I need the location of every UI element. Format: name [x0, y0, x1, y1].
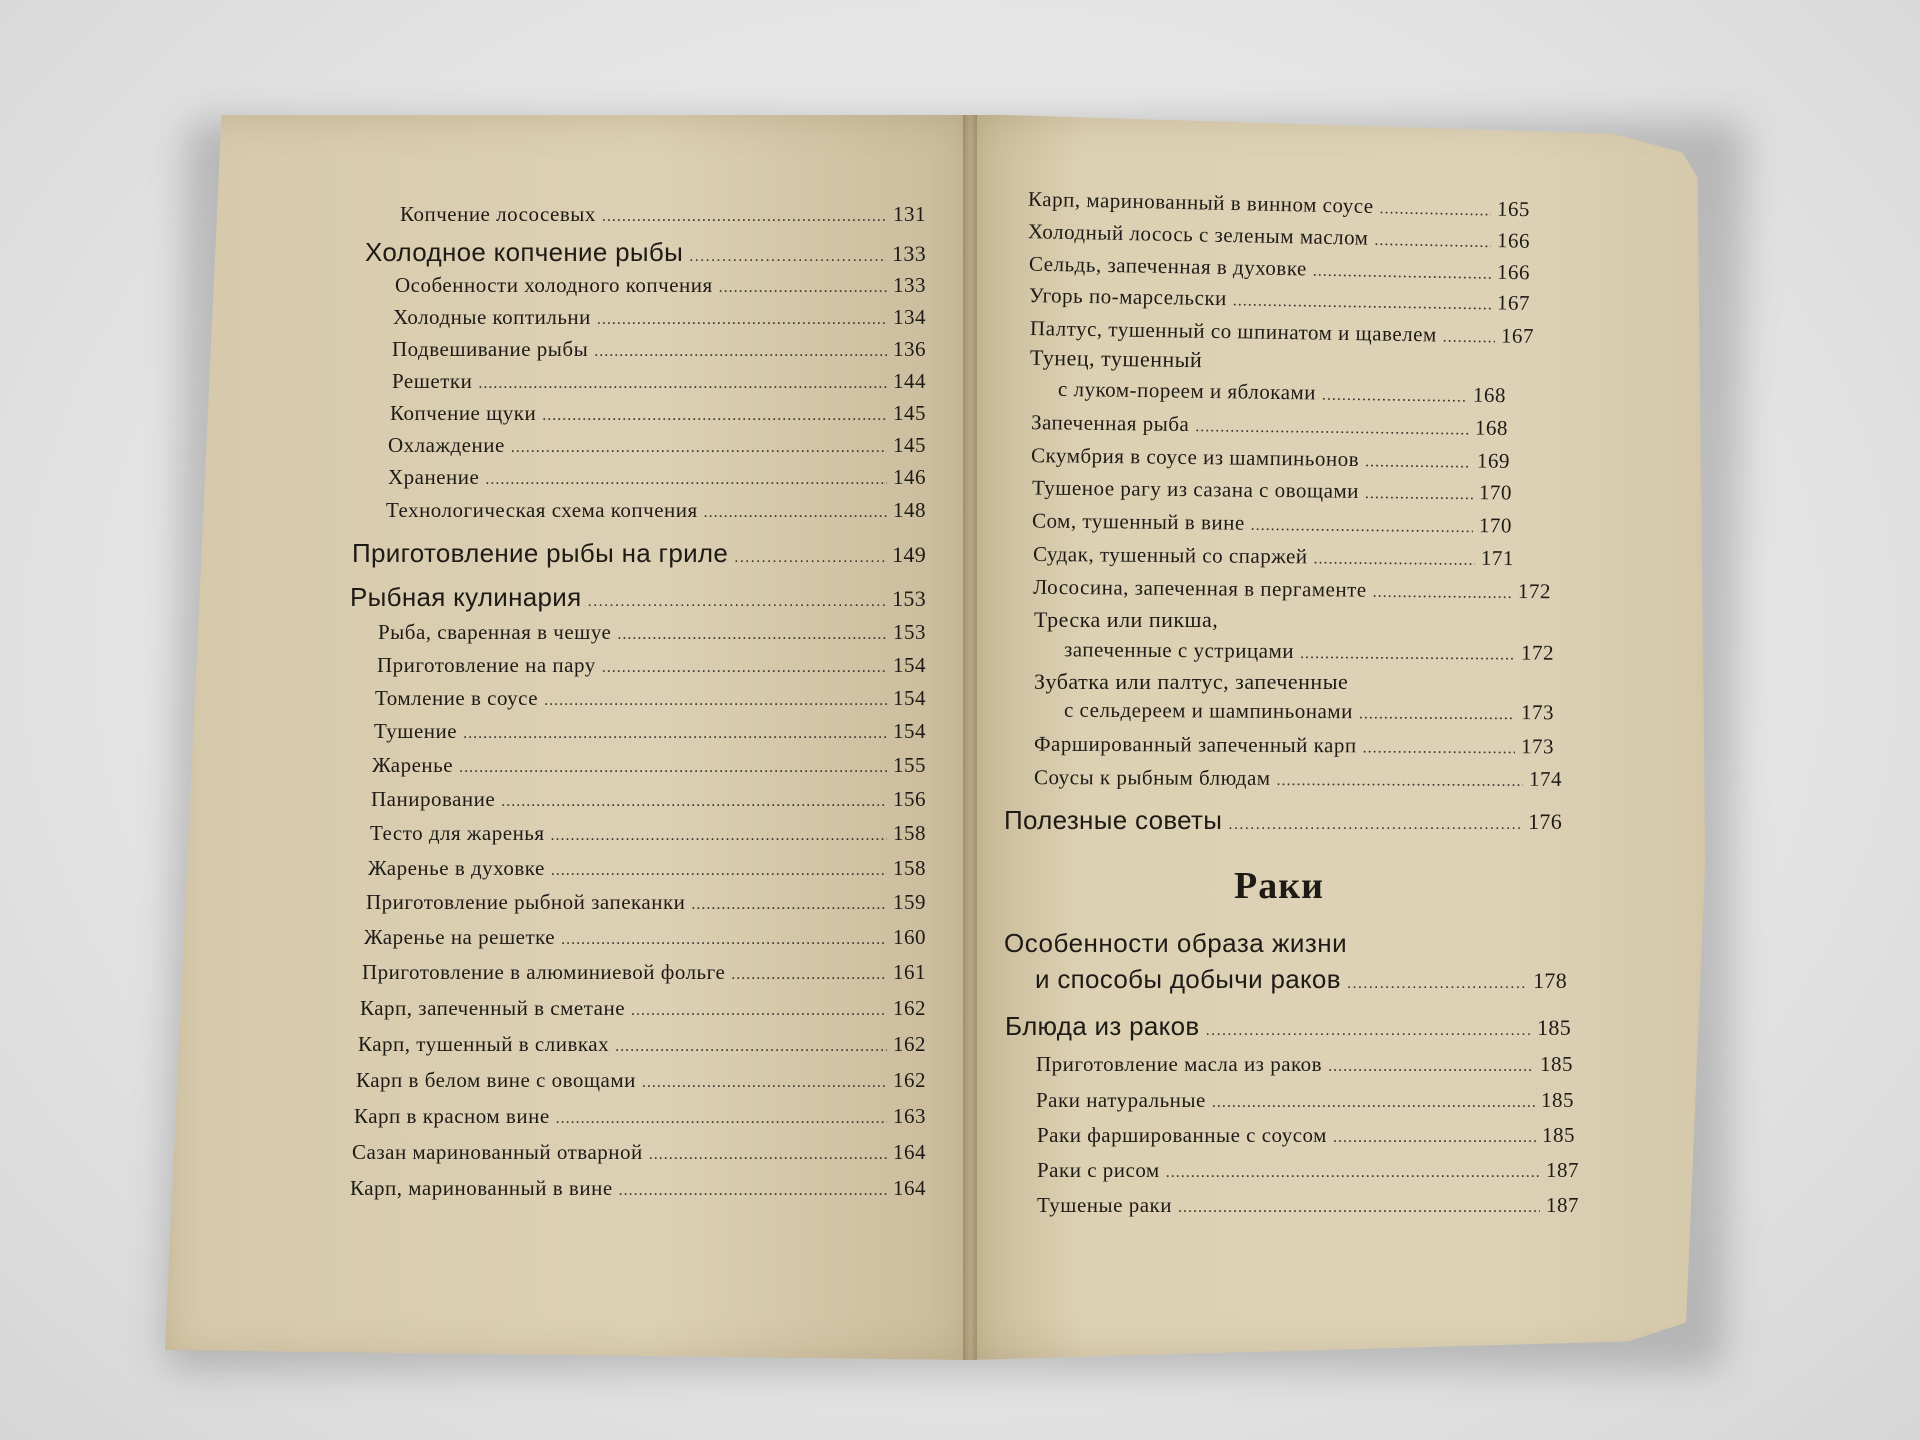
toc-entry: Копчение щуки ..... 145	[390, 401, 926, 426]
toc-entry: Приготовление на пару ..... 154	[377, 653, 926, 678]
section-heading: Раки	[1234, 865, 1325, 907]
toc-entry: Подвешивание рыбы ..... 136	[392, 337, 926, 362]
toc-entry: Карп, маринованный в вине ..... 164	[350, 1176, 926, 1201]
toc-entry: Томление в соусе ..... 154	[375, 686, 926, 711]
toc-entry: Угорь по-марсельски ..... 167	[1029, 283, 1530, 316]
toc-entry: Рыбная кулинария ..... 153	[350, 582, 926, 613]
toc-entry: Холодное копчение рыбы ..... 133	[365, 237, 926, 268]
toc-entry: Сазан маринованный отварной ..... 164	[352, 1140, 926, 1165]
toc-entry: Жаренье ..... 155	[372, 753, 926, 778]
toc-entry: с сельдереем и шампиньонами ..... 173	[1064, 698, 1554, 726]
toc-entry: Приготовление в алюминиевой фольге ..... 161	[362, 960, 926, 985]
toc-entry: Охлаждение ..... 145	[388, 433, 926, 458]
toc-entry: Холодный лосось с зеленым маслом ..... 166	[1028, 219, 1530, 254]
toc-entry: Тушеные раки ..... 187	[1037, 1193, 1579, 1218]
toc-entry: Технологическая схема копчения ..... 148	[386, 498, 926, 523]
toc-entry: Соусы к рыбным блюдам ..... 174	[1034, 765, 1562, 792]
toc-entry: запеченные с устрицами ..... 172	[1064, 637, 1554, 665]
toc-entry: Скумбрия в соусе из шампиньонов ..... 169	[1031, 443, 1510, 474]
toc-entry: Рыба, сваренная в чешуе ..... 153	[378, 620, 926, 645]
toc-entry-title: Тунец, тушенный	[1029, 344, 1203, 373]
toc-entry-title: Особенности образа жизни	[1004, 928, 1348, 958]
toc-entry: Панирование ..... 156	[371, 787, 926, 812]
toc-entry: Сельдь, запеченная в духовке ..... 166	[1029, 252, 1530, 286]
toc-entry: Палтус, тушенный со шпинатом и щавелем ..... 167	[1030, 316, 1534, 349]
toc-entry: Особенности холодного копчения ..... 133	[395, 273, 926, 298]
toc-entry: Приготовление рыбной запеканки ..... 159	[366, 890, 926, 915]
toc-entry: Холодные коптильни ..... 134	[393, 305, 926, 330]
toc-entry: Жаренье на решетке ..... 160	[364, 925, 926, 950]
toc-entry: Карп, тушенный в сливках ..... 162	[358, 1032, 926, 1057]
toc-entry: Решетки ..... 144	[392, 369, 926, 394]
toc-entry: Раки фаршированные с соусом ..... 185	[1037, 1123, 1575, 1148]
toc-entry: Запеченная рыба ..... 168	[1031, 410, 1508, 441]
toc-entry: Раки натуральные ..... 185	[1036, 1088, 1574, 1113]
toc-entry: Карп, маринованный в винном соусе ..... 165	[1028, 187, 1530, 223]
toc-entry-title: Зубатка или палтус, запеченные	[1034, 669, 1349, 694]
toc-entry: Сом, тушенный в вине ..... 170	[1032, 508, 1512, 538]
toc-entry: Хранение ..... 146	[388, 465, 926, 490]
toc-entry: Карп в белом вине с овощами ..... 162	[356, 1068, 926, 1093]
toc-entry: Жаренье в духовке ..... 158	[368, 856, 926, 881]
toc-entry: Раки с рисом ..... 187	[1037, 1158, 1579, 1183]
toc-entry: Лососина, запеченная в пергаменте ..... 172	[1033, 575, 1551, 605]
toc-entry: Судак, тушенный со спаржей ..... 171	[1033, 542, 1514, 571]
toc-entry: Приготовление масла из раков ..... 185	[1036, 1052, 1573, 1077]
toc-entry: Блюда из раков ..... 185	[1005, 1011, 1571, 1042]
toc-entry: Тушение ..... 154	[374, 719, 926, 744]
book-gutter	[963, 115, 977, 1360]
toc-entry: с луком-пореем и яблоками ..... 168	[1058, 377, 1506, 408]
toc-entry: Приготовление рыбы на гриле ..... 149	[352, 538, 926, 569]
toc-entry: и способы добычи раков ..... 178	[1035, 964, 1567, 995]
toc-entry-title: Треска или пикша,	[1034, 607, 1219, 632]
toc-entry: Карп, запеченный в сметане ..... 162	[360, 996, 926, 1021]
toc-entry: Тесто для жаренья ..... 158	[370, 821, 926, 846]
toc-entry: Тушеное рагу из сазана с овощами ..... 170	[1032, 475, 1512, 505]
toc-entry: Полезные советы ..... 176	[1004, 805, 1562, 836]
toc-entry: Копчение лососевых ..... 131	[400, 202, 926, 227]
toc-entry: Карп в красном вине ..... 163	[354, 1104, 926, 1129]
toc-entry: Фаршированный запеченный карп ..... 173	[1034, 732, 1554, 760]
